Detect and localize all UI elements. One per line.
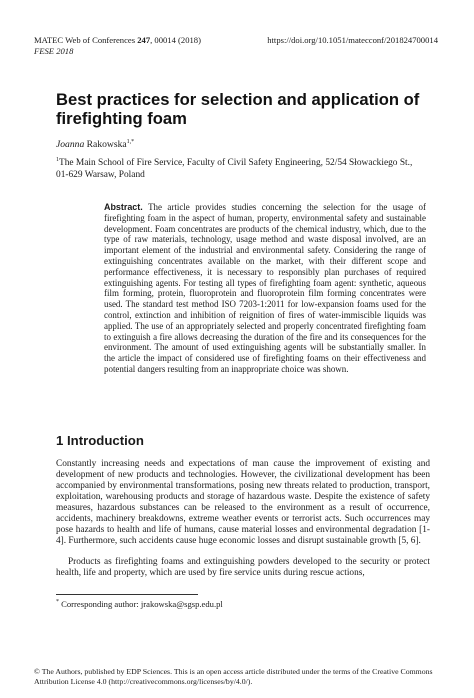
footnote-text: Corresponding author: jrakowska@sgsp.edu.pl xyxy=(61,599,223,609)
abstract-label: Abstract. xyxy=(104,202,143,212)
footnote-rule xyxy=(56,594,198,595)
doi-link[interactable]: https://doi.org/10.1051/matecconf/201824700014 xyxy=(267,35,438,45)
author-last-name: Rakowska xyxy=(86,139,127,151)
affiliation-text: The Main School of Fire Service, Faculty of Civil Safety Engineering, 52/54 Słowackiego St., 01-629 Warsaw, Poland xyxy=(56,158,413,180)
body-paragraph: Products as firefighting foams and extinguishing powders developed to the security or protect health, life and property, which are used by fire service units during rescue actions, xyxy=(56,557,430,579)
journal-volume: 247 xyxy=(137,35,151,45)
running-header-journal xyxy=(34,35,201,46)
paper-title: Best practices for selection and application of firefighting foam xyxy=(56,90,420,128)
journal-name: MATEC Web of Conferences xyxy=(34,35,138,45)
author-first-name: Joanna xyxy=(56,139,85,151)
abstract xyxy=(104,202,426,375)
footnote-mark: * xyxy=(56,599,59,606)
article-number: , 00014 (2018) xyxy=(150,35,201,45)
affiliation-mark: 1 xyxy=(56,157,59,163)
affiliation xyxy=(56,155,426,181)
conference-name: FESE 2018 xyxy=(34,46,74,56)
author-line xyxy=(56,139,134,150)
footnote xyxy=(56,599,223,609)
section-heading: 1 Introduction xyxy=(56,433,144,448)
license-footer: © The Authors, published by EDP Sciences. This is an open access article distributed under the terms of the Creative Commons Attribution License 4.0 (http://creativecommons.org/licenses/by/4.0/). xyxy=(34,667,433,686)
author-marks: 1,* xyxy=(126,139,135,145)
body-paragraph: Constantly increasing needs and expectations of man cause the improvement of existing and development of new products and technologies. However, the civilizational development has been accompanied by environmental transformations, posing new threats related to production, transport, exploitation, warehousing products and storage of hazardous waste. Despite the existence of safety measures, hazardous substances can be released to the environment as a result of occurrence, accidents, machinery breakdowns, extreme weather events or terrorist acts. Such occurrences may pose hazards to health and life of humans, cause material losses and environmental degradation [1-4]. Furthermore, such accidents cause huge economic losses and disrupt sustainable growth [5, 6]. xyxy=(56,459,430,547)
abstract-text: The article provides studies concerning the selection for the usage of firefighting foam in the aspect of human, property, environmental safety and sustainable development. Foam concentrates are products of the chemical industry, which, due to the type of raw materials, technology, usage method and waste disposal involved, are an important element of the industrial and environmental safety. Considering the range of extinguishing concentrates available on the market, with their different scope and performance effectiveness, it is necessary to responsibly plan purchases of required extinguishing agents. For testing all types of firefighting foam agent: synthetic, aqueous film forming, protein, fluoroprotein and fluoroprotein film forming concentrates were used. The standard test method ISO 7203-1:2011 for low-expansion foams used for the control, extinction and inhibition of reignition of fires of water-immiscible liquids was applied. The use of an appropriately selected and properly concentrated firefighting foam to extinguish a fire allows decreasing the duration of the fire and its consequences for the environment. The amount of used extinguishing agents will be substantially smaller. In the article the impact of considered use of firefighting foams on their effectiveness and potential dangers resulting from an inappropriate choice was shown. xyxy=(104,202,427,374)
